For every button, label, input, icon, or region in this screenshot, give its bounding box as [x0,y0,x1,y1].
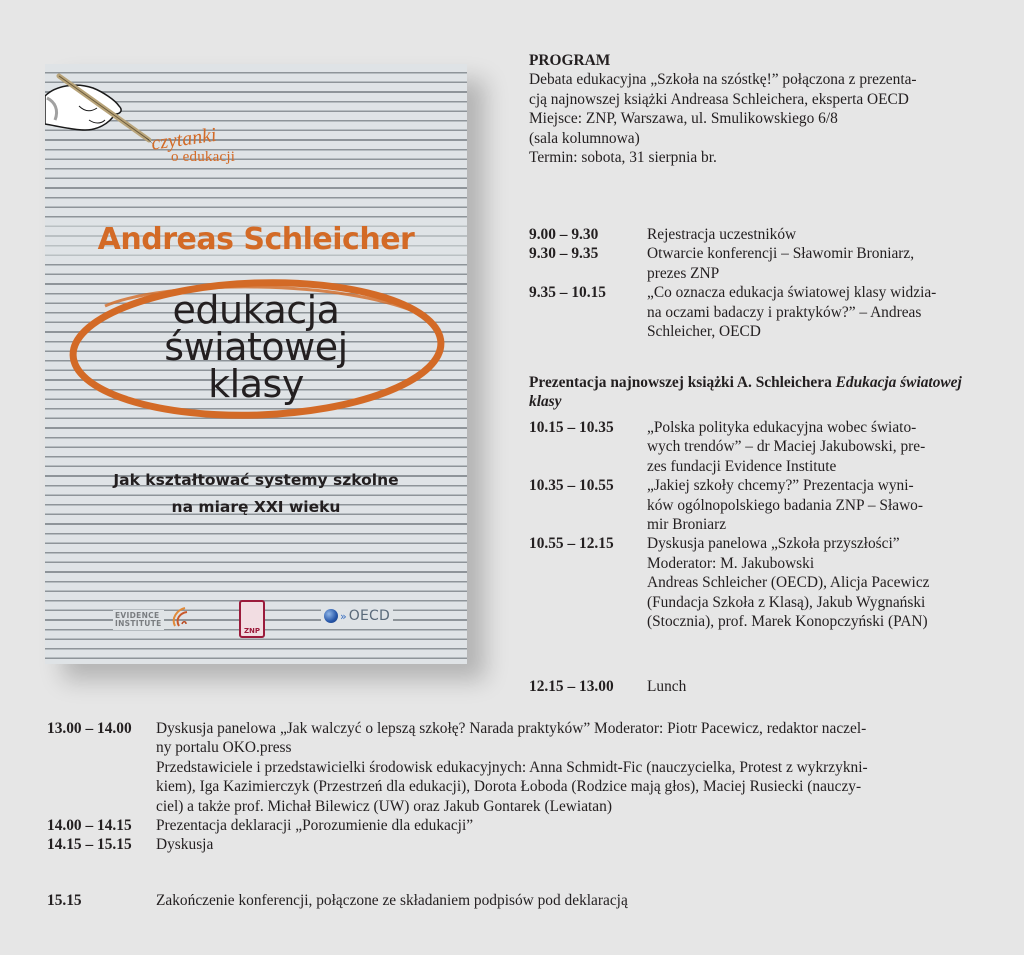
cover-title-line: edukacja [172,288,340,332]
desc-line: Otwarcie konferencji – Sławomir Broniarz, [647,245,915,263]
desc-line: mir Broniarz [647,516,727,534]
cover-subtitle-line: Jak kształtować systemy szkolne [113,471,399,489]
schedule-row [529,677,999,696]
schedule-part1 [529,225,999,341]
desc-line: Dyskusja panelowa „Szkoła przyszłości” [647,535,900,553]
schedule-desc [647,534,997,631]
schedule-time: 13.00 – 14.00 [47,720,132,737]
schedule-row [529,244,999,283]
schedule-desc [156,835,986,854]
schedule-time: 14.00 – 14.15 [47,817,132,835]
desc-line: „Co oznacza edukacja światowej klasy widzia- [647,284,937,302]
schedule-desc [156,816,986,835]
znp-logo: ZNP [239,600,265,638]
evidence-logo-line2: INSTITUTE [115,619,162,628]
schedule-row [47,719,997,816]
desc-line: Andreas Schleicher (OECD), Alicja Pacewicz [647,574,930,592]
desc-line: kiem), Iga Kazimierczyk (Przestrzeń dla edukacji), Dorota Łoboda (Rodzice mają głos), Maciej Rusiecki (nauczy- [156,778,862,796]
book-presentation-heading [529,373,969,412]
desc-line: na oczami badaczy i praktyków?” – Andreas [647,303,922,321]
desc-line: prezes ZNP [647,264,720,282]
desc-line: wych trendów” – dr Maciej Jakubowski, pre- [647,438,926,456]
intro-line: Miejsce: ZNP, Warszawa, ul. Smulikowskiego 6/8 [529,110,838,128]
cover-title [45,288,467,406]
intro-line: Debata edukacyjna „Szkoła na szóstkę!” połączona z prezenta- [529,71,917,89]
schedule-row [529,283,999,341]
schedule-part2 [529,418,999,631]
program-intro [529,51,999,167]
schedule-row [529,476,999,534]
desc-line: „Jakiej szkoły chcemy?” Prezentacja wyni- [647,477,914,495]
schedule-desc [647,283,997,341]
book-cover [45,64,467,664]
schedule-time: 9.00 – 9.30 [529,226,599,243]
section-title-bold: Prezentacja najnowszej książki A. Schleichera [529,374,836,391]
schedule-time: 9.30 – 9.35 [529,245,599,263]
schedule-row [47,891,997,910]
cover-subtitle [45,467,467,521]
oecd-text: OECD [348,608,390,624]
schedule-desc [647,225,997,244]
schedule-desc: Lunch [647,678,687,695]
schedule-time: 10.55 – 12.15 [529,535,614,553]
schedule-row [47,835,997,854]
evidence-logo-line1: EVIDENCE [115,611,160,620]
schedule-time: 12.15 – 13.00 [529,678,614,695]
intro-line: cją najnowszej książki Andreasa Schleichera, eksperta OECD [529,90,909,108]
hand-with-pencil-icon [45,64,165,154]
desc-line: Przedstawiciele i przedstawicielki środowisk edukacyjnych: Anna Schmidt-Fic (nauczycielka, Protest z wykrzykni- [156,758,868,776]
desc-line: (Fundacja Szkoła z Klasą), Jakub Wygnański [647,593,926,611]
schedule-time: 10.15 – 10.35 [529,419,614,436]
desc-line: ny portalu OKO.press [156,739,292,757]
schedule-part3 [47,719,997,855]
schedule-time: 10.35 – 10.55 [529,477,614,495]
evidence-swirl-icon [169,606,189,628]
globe-icon [324,609,338,623]
desc-line: Dyskusja panelowa „Jak walczyć o lepszą szkołę? Narada praktyków” Moderator: Piotr Pacewicz, redaktor naczel- [156,720,867,737]
desc-line: Schleicher, OECD [647,323,761,341]
oecd-chevrons: » [340,609,347,623]
desc-line: Moderator: M. Jakubowski [647,554,815,572]
lunch-row [529,677,999,696]
schedule-time: 15.15 [47,892,82,909]
desc-line: „Polska polityka edukacyjna wobec świato- [647,419,917,436]
desc-line: zes fundacji Evidence Institute [647,457,837,475]
schedule-time: 14.15 – 15.15 [47,836,132,854]
desc-line: (Stocznia), prof. Marek Konopczyński (PAN) [647,613,928,631]
desc-line: ków ogólnopolskiego badania ZNP – Sławo- [647,496,924,514]
cover-logos [45,598,467,642]
section-title-italic: Edukacja światowej klasy [529,374,962,411]
cover-title-line: światowej [164,325,348,369]
cover-author: Andreas Schleicher [45,222,467,257]
schedule-row [529,534,999,631]
oecd-logo [321,608,393,624]
closing-row [47,891,997,910]
desc-line: Prezentacja deklaracji „Porozumienie dla edukacji” [156,817,474,835]
schedule-desc [156,719,986,816]
desc-line: ciel) a także prof. Michał Bilewicz (UW) oraz Jakub Gontarek (Lewiatan) [156,797,612,815]
schedule-row [529,225,999,244]
evidence-institute-logo [113,610,164,630]
schedule-time: 9.35 – 10.15 [529,284,606,302]
series-logo-line1: czytanki [149,123,218,155]
schedule-row [529,418,999,476]
program-heading: PROGRAM [529,52,611,69]
schedule-row [47,816,997,835]
schedule-desc [647,244,997,283]
schedule-desc [647,476,997,534]
schedule-desc [647,418,997,476]
schedule-desc: Zakończenie konferencji, połączone ze składaniem podpisów pod deklaracją [156,892,628,909]
desc-line: Rejestracja uczestników [647,226,797,243]
intro-line: (sala kolumnowa) [529,129,640,147]
intro-line: Termin: sobota, 31 sierpnia br. [529,149,717,167]
series-logo-line2: o edukacji [171,149,236,165]
desc-line: Dyskusja [156,836,214,854]
cover-title-line: klasy [208,362,304,406]
cover-subtitle-line: na miarę XXI wieku [171,498,341,516]
series-logo [149,123,236,165]
